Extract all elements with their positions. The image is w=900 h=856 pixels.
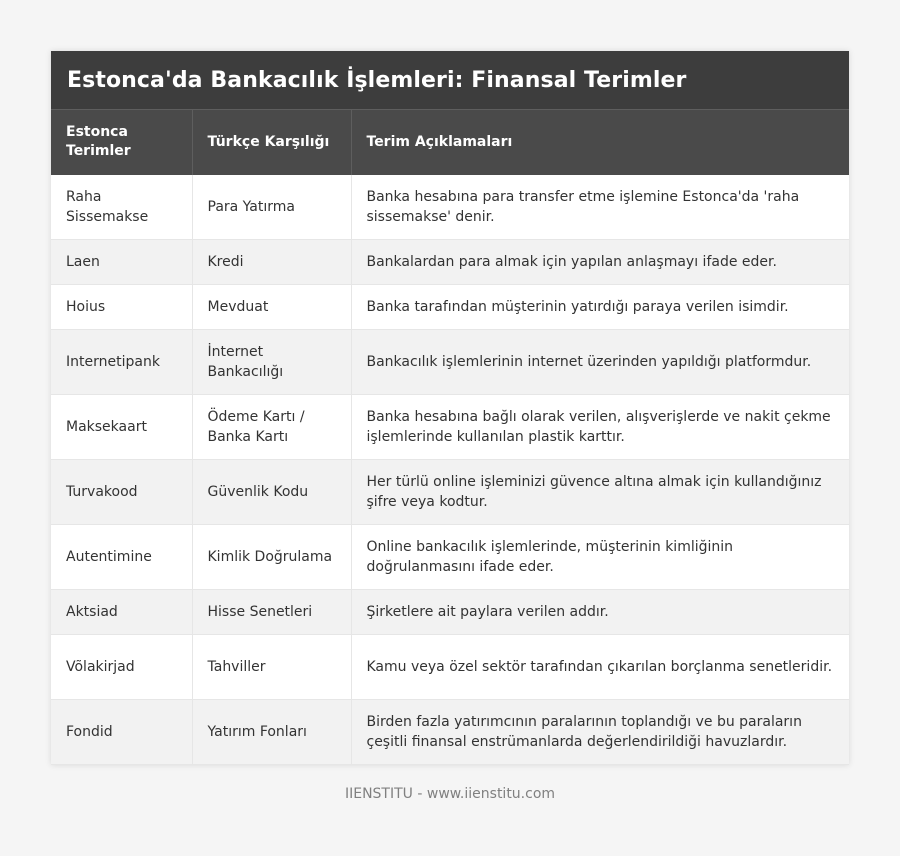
table-row (51, 240, 849, 285)
footer-credit: IIENSTITU - www.iienstitu.com (344, 786, 556, 802)
terms-card (51, 51, 849, 765)
cell-description: Banka tarafından müşterinin yatırdığı paraya verilen isimdir. (351, 285, 849, 330)
table-row (51, 175, 849, 240)
table-row (51, 285, 849, 330)
cell-description: Kamu veya özel sektör tarafından çıkarılan borçlanma senetleridir. (351, 635, 849, 700)
cell-turkish: İnternet Bankacılığı (192, 330, 351, 395)
column-header-turkish: Türkçe Karşılığı (192, 110, 351, 175)
cell-estonian: Internetipank (51, 330, 192, 395)
cell-turkish: Kredi (192, 240, 351, 285)
cell-description: Banka hesabına para transfer etme işlemine Estonca'da 'raha sissemakse' denir. (351, 175, 849, 240)
cell-turkish: Ödeme Kartı / Banka Kartı (192, 395, 351, 460)
column-header-estonian: Estonca Terimler (51, 110, 192, 175)
cell-estonian: Laen (51, 240, 192, 285)
cell-estonian: Aktsiad (51, 590, 192, 635)
cell-turkish: Kimlik Doğrulama (192, 525, 351, 590)
cell-description: Online bankacılık işlemlerinde, müşterinin kimliğinin doğrulanmasını ifade eder. (351, 525, 849, 590)
cell-estonian: Võlakirjad (51, 635, 192, 700)
table-row (51, 635, 849, 700)
title-bar (51, 51, 849, 109)
cell-description: Şirketlere ait paylara verilen addır. (351, 590, 849, 635)
table-row (51, 700, 849, 765)
table-row (51, 460, 849, 525)
cell-description: Bankacılık işlemlerinin internet üzerinden yapıldığı platformdur. (351, 330, 849, 395)
cell-turkish: Hisse Senetleri (192, 590, 351, 635)
cell-estonian: Hoius (51, 285, 192, 330)
cell-estonian: Maksekaart (51, 395, 192, 460)
cell-description: Her türlü online işleminizi güvence altına almak için kullandığınız şifre veya kodtur. (351, 460, 849, 525)
cell-estonian: Fondid (51, 700, 192, 765)
cell-description: Banka hesabına bağlı olarak verilen, alışverişlerde ve nakit çekme işlemlerinde kullanılan plastik karttır. (351, 395, 849, 460)
cell-turkish: Tahviller (192, 635, 351, 700)
cell-description: Birden fazla yatırımcının paralarının toplandığı ve bu paraların çeşitli finansal enstrümanlarda değerlendirildiği havuzlardır. (351, 700, 849, 765)
cell-description: Bankalardan para almak için yapılan anlaşmayı ifade eder. (351, 240, 849, 285)
cell-turkish: Yatırım Fonları (192, 700, 351, 765)
table-header-row (51, 110, 849, 175)
table-row (51, 525, 849, 590)
terms-table (51, 109, 849, 765)
cell-estonian: Raha Sissemakse (51, 175, 192, 240)
cell-turkish: Para Yatırma (192, 175, 351, 240)
cell-estonian: Autentimine (51, 525, 192, 590)
column-header-description: Terim Açıklamaları (351, 110, 849, 175)
cell-turkish: Mevduat (192, 285, 351, 330)
cell-estonian: Turvakood (51, 460, 192, 525)
table-row (51, 590, 849, 635)
table-row (51, 395, 849, 460)
page-title: Estonca'da Bankacılık İşlemleri: Finansal Terimler (67, 67, 687, 93)
table-row (51, 330, 849, 395)
cell-turkish: Güvenlik Kodu (192, 460, 351, 525)
